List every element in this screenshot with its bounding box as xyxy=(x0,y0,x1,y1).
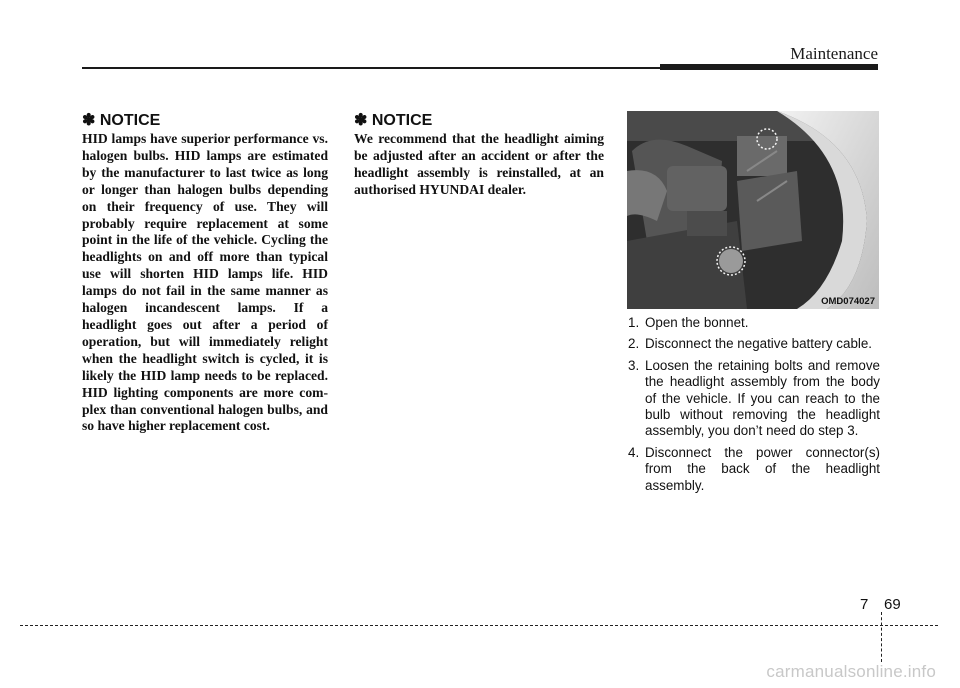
engine-bay-illustration xyxy=(627,111,879,309)
step-item xyxy=(628,315,880,331)
page-number: 69 xyxy=(884,596,901,613)
footer-divider xyxy=(881,612,882,662)
step-text: Disconnect the negative battery cable. xyxy=(645,336,873,352)
figure-code: OMD074027 xyxy=(821,296,875,307)
header-tab-bar xyxy=(660,64,878,70)
step-text: Disconnect the power connector(s) from the back of the headlight assembly. xyxy=(645,444,880,493)
step-number: 1. xyxy=(628,315,640,330)
notice-heading-2: ✽ NOTICE xyxy=(354,112,433,129)
step-item xyxy=(628,336,880,352)
footer-rule xyxy=(20,625,938,626)
engine-bay-photo xyxy=(627,111,879,309)
procedure-steps xyxy=(628,315,880,499)
chapter-number: 7 xyxy=(860,596,869,613)
watermark: carmanualsonline.info xyxy=(766,662,936,681)
section-title: Maintenance xyxy=(790,44,878,63)
step-text: Loosen the retaining bolts and remove the headlight assembly from the body of the vehicle. If you can reach to the bulb without removing the headlight assembly, you don’t need do step 3. xyxy=(645,357,880,439)
step-item xyxy=(628,358,880,440)
notice-body-2: We recommend that the headlight aiming be adjusted after an accident or after the headlight assembly is reinstalled, at an authorised HYUNDAI dealer. xyxy=(354,131,604,197)
step-number: 3. xyxy=(628,357,640,373)
notice-heading-1: ✽ NOTICE xyxy=(82,112,161,129)
step-item xyxy=(628,445,880,494)
step-text: Open the bonnet. xyxy=(645,315,749,330)
notice-body-1: HID lamps have superior performance vs. halogen bulbs. HID lamps are estimated by the manufacturer to last twice as long or longer than halogen bulbs depending on their frequency of use. They will probably require replacement at some point in the life of the vehicle. Cycling the headlights on and off more than typical use will shorten HID lamps life. HID lamps do not fail in the same manner as halogen incandescent lamps. If a headlight goes out after a period of operation, but will immediately relight when the headlight switch is cycled, it is likely the HID lamp needs to be replaced. HID lighting components are more complex than conventional halogen bulbs, and so have higher replacement cost. xyxy=(82,131,328,434)
step-number: 4. xyxy=(628,444,640,460)
step-number: 2. xyxy=(628,336,640,352)
